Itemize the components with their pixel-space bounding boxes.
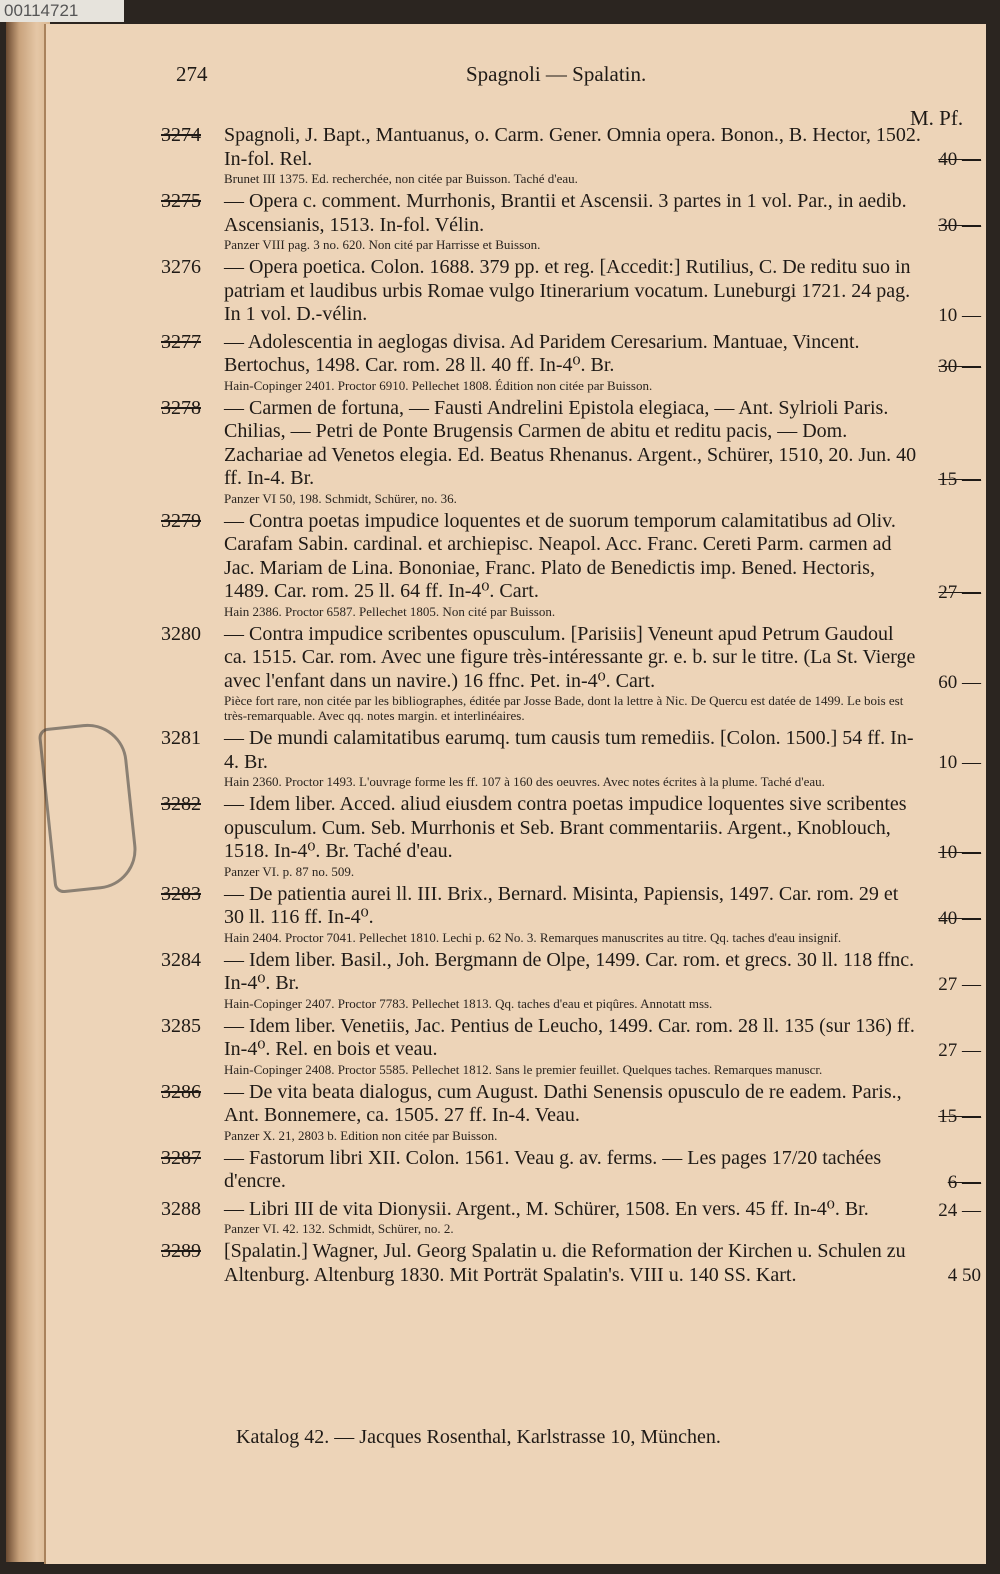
entry-note: Hain 2404. Proctor 7041. Pellechet 1810. Lechi p. 62 No. 3. Remarques manuscrites au titre. Qq. taches d'eau insignif.	[224, 929, 842, 945]
entry-price: 10 —	[938, 752, 981, 773]
entry-number: 3280	[161, 622, 201, 645]
running-title: Spagnoli — Spalatin.	[466, 62, 647, 86]
catalog-entry	[161, 190, 981, 252]
page-tab-mark	[38, 720, 141, 894]
entry-number: 3284	[161, 948, 201, 971]
entry-price: 27 —	[938, 1039, 981, 1061]
corner-stamp: 00114721	[0, 0, 124, 22]
entry-number: 3275	[161, 190, 201, 212]
entry-note: Hain-Copinger 2401. Proctor 6910. Pellechet 1808. Édition non citée par Buisson.	[224, 377, 653, 393]
entry-price: 30 —	[938, 355, 981, 377]
catalog-entry	[161, 510, 981, 619]
entry-price: 24 —	[938, 1199, 981, 1221]
entry-number: 3283	[161, 882, 201, 905]
entry-text: — Idem liber. Basil., Joh. Bergmann de Olpe, 1499. Car. rom. et grecs. 30 ll. 118 ffnc. In-4⁰. Br.	[224, 948, 915, 994]
entry-number: 3277	[161, 330, 201, 353]
entry-note: Hain 2360. Proctor 1493. L'ouvrage forme les ff. 107 à 160 des oeuvres. Avec notes écrites à la plume. Taché d'eau.	[224, 774, 825, 789]
entry-text: — Adolescentia in aeglogas divisa. Ad Paridem Ceresarium. Mantuae, Vincent. Bertochus, 1498. Car. rom. 28 ll. 40 ff. In-4⁰. Br.	[224, 330, 860, 376]
catalog-entry	[161, 883, 981, 945]
entry-text: — Contra poetas impudice loquentes et de suorum temporum calamitatibus ad Oliv. Carafam Sabin. cardinal. et archiepisc. Neapol. Acc. Franc. Cereti Parm. carmen ad Jac. Mariam de Lina. Bononiae, Franc. Plato de Benedictis imp. Bened. Hectoris, 1489. Car. rom. 25 ll. 64 ff. In-4⁰. Cart.	[224, 509, 896, 602]
entry-note: Panzer VIII pag. 3 no. 620. Non cité par Harrisse et Buisson.	[224, 237, 541, 252]
catalog-entry	[161, 256, 981, 327]
catalog-entry	[161, 1015, 981, 1077]
entry-price: 15 —	[938, 468, 981, 490]
entry-price: 6 —	[947, 1171, 981, 1193]
entry-price: 40 —	[938, 149, 981, 170]
catalog-entry	[161, 1081, 981, 1143]
entry-price: 4 50	[947, 1265, 981, 1286]
entry-price: 10 —	[938, 305, 981, 326]
entry-number: 3281	[161, 727, 201, 749]
entry-text: — Libri III de vita Dionysii. Argent., M. Schürer, 1508. En vers. 45 ff. In-4⁰. Br.	[224, 1197, 869, 1220]
catalog-entry	[161, 331, 981, 393]
entry-text: — Opera poetica. Colon. 1688. 379 pp. et reg. [Accedit:] Rutilius, C. De reditu suo in patriam et laudibus urbis Romae vulgo Itinerarium vocatum. Luneburgi 1721. 24 pag. In 1 vol. D.-vélin.	[224, 256, 911, 325]
entry-price: 27 —	[938, 581, 981, 603]
catalog-entry	[161, 949, 981, 1011]
entry-note: Panzer VI 50, 198. Schmidt, Schürer, no. 36.	[224, 490, 457, 506]
catalog-entry	[161, 1147, 981, 1194]
entry-price: 40 —	[938, 907, 981, 929]
entry-text: — Idem liber. Acced. aliud eiusdem contra poetas impudice loquentes sive scribentes opusculum. Cum. Seb. Murrhonis et Seb. Brant commentariis. Argent., Knoblouch, 1518. In-4⁰. Br. Taché d'eau.	[224, 793, 907, 862]
catalog-entries	[161, 124, 981, 1291]
entry-note: Pièce fort rare, non citée par les bibliographes, éditée par Josse Bade, dont la lettre à Nic. De Quercu est datée de 1499. Le bois est très-remarquable. Avec qq. notes margin. et interlinéaires.	[224, 693, 904, 723]
entry-number: 3288	[161, 1197, 201, 1220]
entry-number: 3287	[161, 1146, 201, 1169]
catalog-entry	[161, 793, 981, 879]
entry-text: — De mundi calamitatibus earumq. tum causis tum remediis. [Colon. 1500.] 54 ff. In-4. Br.	[224, 727, 914, 773]
entry-text: — De vita beata dialogus, cum August. Dathi Senensis opusculo de re eadem. Paris., Ant. Bonnemere, ca. 1505. 27 ff. In-4. Veau.	[224, 1080, 902, 1126]
entry-note: Panzer X. 21, 2803 b. Edition non citée par Buisson.	[224, 1127, 498, 1143]
entry-note: Panzer VI. 42. 132. Schmidt, Schürer, no. 2.	[224, 1221, 454, 1236]
entry-text: — Fastorum libri XII. Colon. 1561. Veau g. av. ferms. — Les pages 17/20 tachées d'encre.	[224, 1146, 882, 1192]
catalog-entry	[161, 623, 981, 724]
page-number: 274	[176, 62, 208, 86]
entry-text: [Spalatin.] Wagner, Jul. Georg Spalatin u. die Reformation der Kirchen u. Schulen zu Altenburg. Altenburg 1830. Mit Porträt Spalatin's. VIII u. 140 SS. Kart.	[224, 1240, 906, 1286]
entry-number: 3279	[161, 509, 201, 532]
entry-text: — Opera c. comment. Murrhonis, Brantii et Ascensii. 3 partes in 1 vol. Par., in aedib. Ascensianis, 1513. In-fol. Vélin.	[224, 190, 907, 236]
entry-note: Hain 2386. Proctor 6587. Pellechet 1805. Non cité par Buisson.	[224, 603, 556, 619]
entry-number: 3276	[161, 256, 201, 278]
entry-note: Hain-Copinger 2408. Proctor 5585. Pellechet 1812. Sans le premier feuillet. Quelques taches. Remarques manuscr.	[224, 1061, 823, 1077]
entry-number: 3282	[161, 793, 201, 815]
entry-note: Brunet III 1375. Ed. recherchée, non citée par Buisson. Taché d'eau.	[224, 171, 578, 186]
entry-note: Hain-Copinger 2407. Proctor 7783. Pellechet 1813. Qq. taches d'eau et piqûres. Annotatt mss.	[224, 995, 713, 1011]
entry-number: 3274	[161, 124, 201, 146]
entry-price: 30 —	[938, 215, 981, 236]
catalog-entry	[161, 727, 981, 789]
entry-text: — Carmen de fortuna, — Fausti Andrelini Epistola elegiaca, — Ant. Sylrioli Paris. Chilias, — Petri de Ponte Brugensis Carmen de abitu et reditu pacis, — Dom. Zachariae ad Venetos elegia. Ed. Beatus Rhenanus. Argent., Schürer, 1510, 20. Jun. 40 ff. In-4. Br.	[224, 396, 917, 489]
entry-text: — Contra impudice scribentes opusculum. [Parisiis] Veneunt apud Petrum Gaudoul ca. 1515. Car. rom. Avec une figure très-intéressante gr. e. b. sur le titre. (La St. Vierge avec l'enfant dans un navire.) 16 ffnc. Pet. in-4⁰. Cart.	[224, 622, 916, 692]
entry-text: — Idem liber. Venetiis, Jac. Pentius de Leucho, 1499. Car. rom. 28 ll. 135 (sur 136) ff. In-4⁰. Rel. en bois et veau.	[224, 1014, 915, 1060]
entry-number: 3289	[161, 1240, 201, 1262]
entry-text: Spagnoli, J. Bapt., Mantuanus, o. Carm. Gener. Omnia opera. Bonon., B. Hector, 1502. In-fol. Rel.	[224, 124, 921, 170]
entry-price: 15 —	[938, 1105, 981, 1127]
catalog-entry	[161, 1240, 981, 1287]
entry-number: 3278	[161, 396, 201, 419]
entry-note: Panzer VI. p. 87 no. 509.	[224, 863, 355, 879]
catalog-entry	[161, 124, 981, 186]
entry-text: — De patientia aurei ll. III. Brix., Bernard. Misinta, Papiensis, 1497. Car. rom. 29 et 30 ll. 116 ff. In-4⁰.	[224, 882, 899, 928]
catalog-entry	[161, 397, 981, 506]
catalog-page	[44, 24, 986, 1564]
entry-price: 27 —	[938, 973, 981, 995]
entry-number: 3286	[161, 1080, 201, 1103]
currency-label: M. Pf.	[910, 106, 964, 130]
catalog-entry	[161, 1198, 981, 1237]
entry-price: 10 —	[938, 842, 981, 863]
entry-price: 60 —	[938, 671, 981, 693]
catalog-footer: Katalog 42. — Jacques Rosenthal, Karlstrasse 10, München.	[236, 1426, 721, 1448]
entry-number: 3285	[161, 1014, 201, 1037]
